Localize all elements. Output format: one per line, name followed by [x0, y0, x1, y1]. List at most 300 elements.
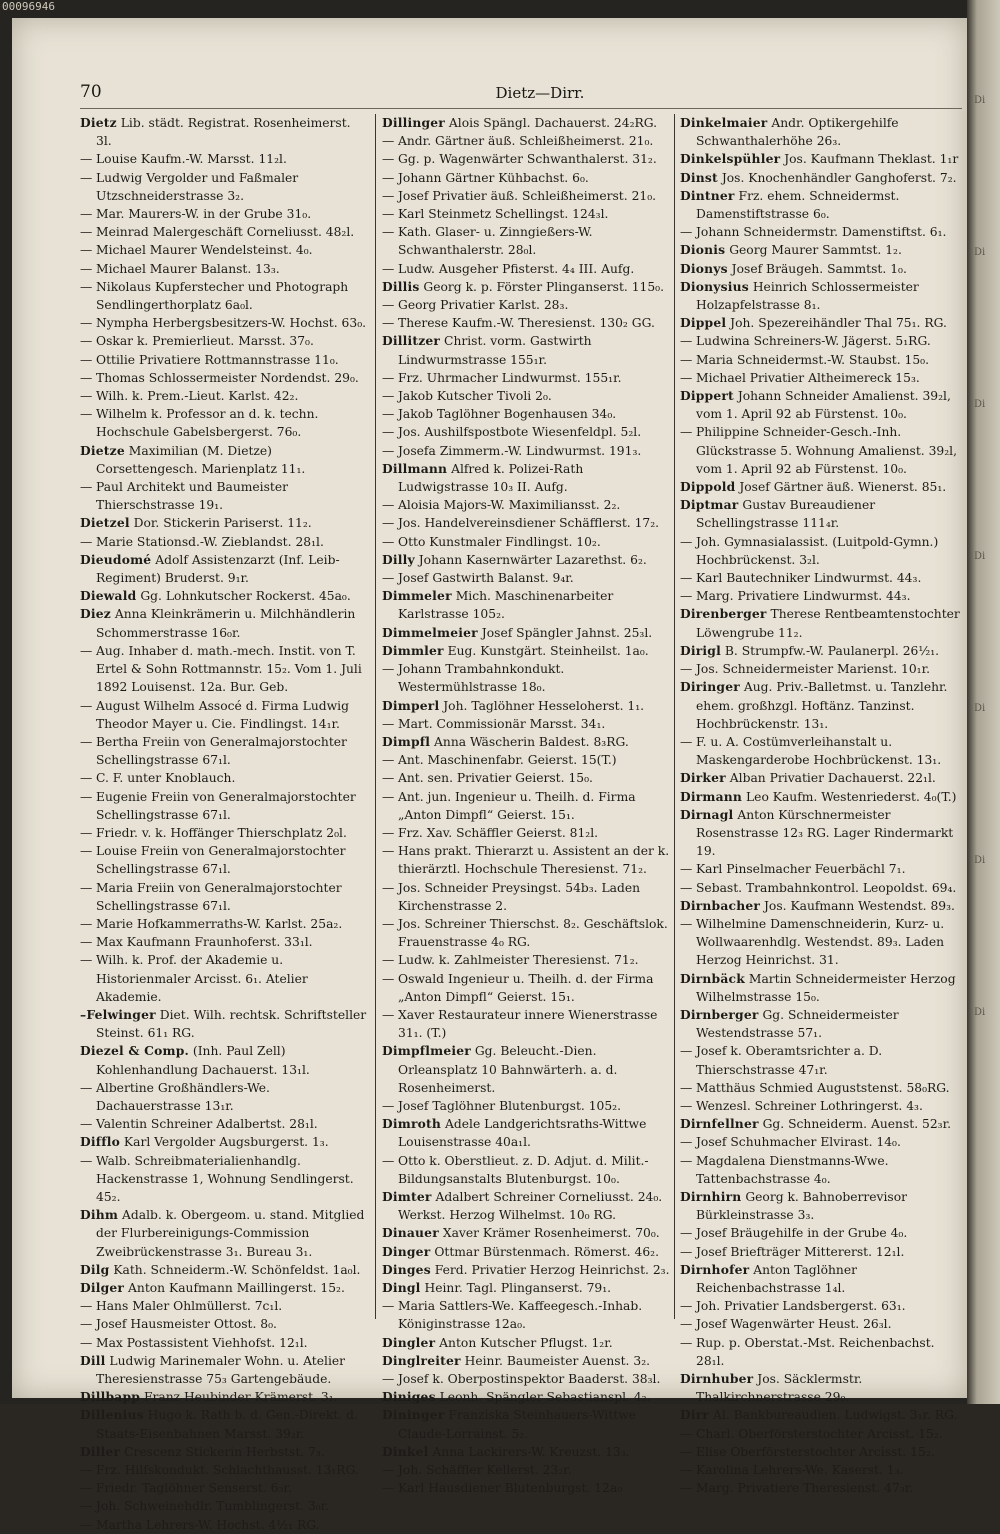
entry-text: Anton Kaufmann Maillingerst. 15₂. — [128, 1281, 345, 1295]
next-page-edge-marks — [974, 90, 1000, 1240]
directory-entry — [80, 1042, 370, 1078]
entry-text: Frz. ehem. Schneidermst. Damenstiftstrasse 6₀. — [696, 188, 900, 222]
entry-text: Heinrich Schlossermeister Holzapfelstrasse 8₁. — [696, 279, 919, 313]
ditto-dash: — — [680, 1226, 693, 1241]
entry-text: Jos. Aushilfspostbote Wiesenfeldpl. 5₂l. — [398, 425, 642, 440]
entry-surname: Dippel — [680, 315, 727, 331]
entry-surname: Direnberger — [680, 606, 767, 622]
entry-surname: Dinst — [680, 169, 718, 185]
directory-entry — [80, 1115, 370, 1133]
directory-entry — [80, 169, 370, 205]
entry-surname: Dirnhirn — [680, 1188, 742, 1204]
ditto-dash: — — [382, 443, 395, 458]
directory-entry — [80, 150, 370, 168]
ditto-dash: — — [80, 352, 93, 367]
entry-text: Maria Schneidermst.-W. Staubst. 15₀. — [696, 352, 930, 367]
ditto-dash: — — [80, 243, 93, 258]
directory-entry — [80, 1497, 370, 1515]
entry-surname: Dippold — [680, 479, 736, 495]
directory-entry — [382, 1224, 672, 1242]
entry-text: Dor. Stickerin Pariserst. 11₂. — [133, 516, 312, 531]
entry-surname: Dihm — [80, 1207, 119, 1223]
entry-surname: Dillitzer — [382, 333, 441, 349]
entry-surname: Dimter — [382, 1188, 432, 1204]
directory-entry — [680, 605, 963, 641]
directory-entry — [680, 423, 963, 478]
entry-text: Mart. Commissionär Marsst. 34₁. — [398, 716, 606, 731]
entry-text: Mich. Maschinenarbeiter Karlstrasse 105₂. — [398, 589, 614, 622]
directory-entry — [80, 1516, 370, 1534]
directory-entry — [382, 1334, 672, 1352]
ditto-dash: — — [80, 935, 93, 950]
directory-entry — [382, 496, 672, 514]
directory-entry — [382, 788, 672, 824]
directory-entry — [382, 751, 672, 769]
entry-text: Friedr. Taglöhner Senserst. 6₃r. — [96, 1481, 292, 1496]
entry-surname: Diringer — [680, 679, 740, 695]
entry-text: Jos. Knochenhändler Ganghoferst. 7₂. — [721, 170, 957, 185]
directory-entry — [382, 187, 672, 205]
ditto-dash: — — [80, 1463, 93, 1478]
entry-text: Ant. Maschinenfabr. Geierst. 15(T.) — [398, 753, 617, 768]
entry-surname: Dimmelmeier — [382, 624, 478, 640]
entry-text: Josef k. Oberpostinspektor Baaderst. 38₃l. — [398, 1372, 661, 1387]
directory-entry — [680, 860, 963, 878]
entry-surname: Diewald — [80, 588, 137, 604]
edge-mark: Di — [974, 95, 986, 106]
entry-text: Crescenz Stickerin Herbstst. 7₃. — [124, 1444, 325, 1459]
entry-text: Sebast. Trambahnkontrol. Leopoldst. 69₄. — [696, 880, 957, 895]
ditto-dash: — — [80, 880, 93, 895]
entry-text: C. F. unter Knoblauch. — [96, 771, 236, 786]
entry-text: Christ. vorm. Gastwirth Lindwurmstrasse 155₁r. — [398, 334, 592, 367]
ditto-dash: — — [80, 1299, 93, 1314]
directory-entry — [80, 1152, 370, 1207]
directory-entry — [680, 150, 963, 168]
entry-text: Nikolaus Kupferstecher und Photograph Sendlingerthorplatz 6a₀l. — [96, 279, 349, 313]
directory-entry — [382, 387, 672, 405]
directory-entry — [680, 1334, 963, 1370]
directory-entry — [80, 788, 370, 824]
entry-surname: –Felwinger — [80, 1006, 156, 1022]
directory-entry — [382, 514, 672, 532]
entry-surname: Difflo — [80, 1134, 120, 1150]
entry-text: Maria Sattlers-We. Kaffeegesch.-Inhab. Königinstrasse 12a₀. — [398, 1299, 643, 1332]
directory-entry — [80, 514, 370, 532]
entry-text: Josef Bräugeh. Sammtst. 1₀. — [731, 261, 907, 276]
ditto-dash: — — [382, 1098, 395, 1113]
entry-text: Hans Maler Ohlmüllerst. 7c₁l. — [96, 1299, 283, 1314]
edge-mark: Di — [974, 551, 986, 562]
ditto-dash: — — [382, 880, 395, 895]
entry-surname: Dionis — [680, 242, 726, 258]
directory-entry — [382, 915, 672, 951]
entry-surname: Dirnfellner — [680, 1116, 759, 1132]
entry-text: Marie Stationsd.-W. Zieblandst. 28₁l. — [96, 534, 324, 549]
directory-entry — [680, 351, 963, 369]
entry-text: Aug. Inhaber d. math.-mech. Instit. von T. Ertel & Sohn Rottmannstr. 15₂. Vom 1. Juli 1892 Louisenst. 12a. Bur. Geb. — [96, 643, 362, 695]
ditto-dash: — — [382, 1007, 395, 1022]
entry-text: Wilhelm k. Professor an d. k. techn. Hochschule Gabelsbergerst. 76₀. — [96, 407, 319, 440]
directory-entry — [80, 1352, 370, 1388]
entry-surname: Dietz — [80, 115, 117, 130]
entry-text: Leonh. Spängler Sebastianspl. 4₂. — [439, 1390, 651, 1405]
entry-text: Adalb. k. Obergeom. u. stand. Mitglied der Flurbereinigungs-Commission Zweibrückenstrasse 3₁. Bureau 3₁. — [96, 1208, 365, 1259]
entry-text: Max Kaufmann Fraunhoferst. 33₁l. — [96, 935, 313, 950]
ditto-dash: — — [680, 880, 693, 895]
ditto-dash: — — [80, 1481, 93, 1496]
entry-text: Joh. Spezereihändler Thal 75₁. RG. — [730, 316, 947, 331]
directory-entry — [80, 915, 370, 933]
directory-entry — [80, 260, 370, 278]
ditto-dash: — — [382, 407, 395, 422]
directory-entry — [382, 223, 672, 259]
directory-entry — [80, 842, 370, 878]
directory-entry — [382, 533, 672, 551]
ditto-dash: — — [80, 207, 93, 222]
ditto-dash: — — [680, 370, 693, 385]
entry-text: Heinr. Tagl. Plinganserst. 79₁. — [424, 1281, 612, 1295]
entry-text: Bertha Freiin von Generalmajorstochter Schellingstrasse 67₁l. — [96, 734, 347, 768]
ditto-dash: — — [680, 425, 693, 440]
directory-entry — [680, 1261, 963, 1297]
ditto-dash: — — [382, 1481, 395, 1496]
entry-surname: Dirnbäck — [680, 970, 745, 986]
directory-entry — [80, 587, 370, 605]
entry-surname: Dietze — [80, 442, 125, 458]
entry-text: Meinrad Malergeschäft Corneliusst. 48₂l. — [96, 225, 355, 240]
directory-entry — [382, 1443, 672, 1461]
entry-surname: Diniges — [382, 1389, 436, 1405]
entry-surname: Dinger — [382, 1243, 431, 1259]
entry-text: Jos. Kaufmann Westendst. 89₃. — [763, 898, 955, 913]
directory-entry — [382, 114, 672, 132]
directory-entry — [382, 715, 672, 733]
entry-text: Marg. Privatiere Lindwurmst. 44₃. — [696, 589, 911, 604]
ditto-dash: — — [80, 734, 93, 749]
entry-surname: Dinkelspühler — [680, 151, 781, 167]
entry-surname: Dinglreiter — [382, 1352, 461, 1368]
directory-entry — [382, 332, 672, 368]
entry-surname: Dingler — [382, 1334, 436, 1350]
directory-entry — [80, 278, 370, 314]
ditto-dash: — — [80, 1317, 93, 1332]
ditto-dash: — — [382, 261, 395, 276]
directory-entry — [80, 114, 370, 150]
entry-text: Anton Kürschnermeister Rosenstrasse 12₃ RG. Lager Rindermarkt 19. — [696, 807, 954, 859]
entry-text: Karl Vergolder Augsburgerst. 1₃. — [123, 1135, 329, 1150]
entry-text: Therese Rentbeamtenstochter Löwengrube 11₂. — [696, 607, 960, 640]
entry-surname: Dirigl — [680, 642, 721, 658]
entry-text: Josef Briefträger Mittererst. 12₁l. — [696, 1244, 905, 1259]
entry-surname: Dirnhuber — [680, 1371, 754, 1387]
directory-entry — [80, 205, 370, 223]
directory-entry — [382, 642, 672, 660]
entry-text: Georg k. p. Förster Plinganserst. 115₀. — [423, 279, 665, 294]
ditto-dash: — — [680, 1244, 693, 1259]
entry-text: Karl Bautechniker Lindwurmst. 44₃. — [696, 571, 922, 586]
entry-text: Thomas Schlossermeister Nordendst. 29₀. — [96, 370, 359, 385]
ditto-dash: — — [80, 1335, 93, 1350]
ditto-dash: — — [80, 279, 93, 294]
directory-entry — [382, 1115, 672, 1151]
directory-entry — [680, 1461, 963, 1479]
directory-entry — [680, 788, 963, 806]
entry-surname: Dillenius — [80, 1407, 144, 1423]
entry-text: Frz. Uhrmacher Lindwurmst. 155₁r. — [398, 370, 622, 385]
entry-text: Joh. Gymnasialassist. (Luitpold-Gymn.) Hochbrückenst. 3₂l. — [696, 534, 939, 567]
directory-entry — [382, 1461, 672, 1479]
directory-entry — [680, 1006, 963, 1042]
directory-entry — [382, 460, 672, 496]
directory-entry — [80, 1461, 370, 1479]
entry-text: Georg Privatier Karlst. 28₃. — [398, 298, 569, 313]
ditto-dash: — — [680, 662, 693, 677]
entry-surname: Dirnagl — [680, 806, 734, 822]
directory-entry — [382, 733, 672, 751]
entry-text: Diet. Wilh. rechtsk. Schriftsteller Steinst. 61₁ RG. — [96, 1007, 367, 1041]
entry-text: Walb. Schreibmaterialienhandlg. Hackenstrasse 1, Wohnung Sendlingerst. 45₂. — [96, 1153, 354, 1204]
entry-text: Georg Maurer Sammtst. 1₂. — [729, 243, 902, 258]
entry-text: Marg. Privatiere Theresienst. 47₃r. — [696, 1481, 914, 1496]
ditto-dash: — — [80, 480, 93, 495]
entry-text: Josefa Zimmerm.-W. Lindwurmst. 191₃. — [398, 443, 642, 458]
entry-text: Gg. Beleucht.-Dien. Orleansplatz 10 Bahnwärterh. a. d. Rosenheimerst. — [398, 1044, 618, 1095]
entry-surname: Dimpflmeier — [382, 1043, 471, 1059]
entry-text: Jakob Kutscher Tivoli 2₀. — [398, 389, 552, 404]
ditto-dash: — — [382, 316, 395, 331]
entry-surname: Diller — [80, 1443, 121, 1459]
entry-surname: Diez — [80, 606, 111, 622]
entry-surname: Dirnberger — [680, 1006, 759, 1022]
entry-text: Alban Privatier Dachauerst. 22₁l. — [729, 771, 936, 786]
ditto-dash: — — [680, 1135, 693, 1150]
directory-entry — [382, 769, 672, 787]
entry-text: Johann Trambahnkondukt. Westermühlstrasse 18₀. — [398, 662, 565, 695]
entry-text: Andr. Optikergehilfe Schwanthalerhöhe 26₃. — [696, 116, 899, 149]
entry-text: Karl Pinselmacher Feuerbächl 7₁. — [696, 862, 906, 877]
entry-surname: Dietzel — [80, 515, 130, 531]
ditto-dash: — — [680, 1426, 693, 1441]
entry-surname: Dinkel — [382, 1443, 429, 1459]
ditto-dash: — — [80, 534, 93, 549]
entry-text: Wilhelmine Damenschneiderin, Kurz- u. Wollwaarenhdlg. Westendst. 89₃. Laden Herzog Heinrichst. 31. — [696, 916, 945, 968]
entry-surname: Diezel & Comp. — [80, 1043, 189, 1059]
column-2 — [382, 114, 672, 1496]
ditto-dash: — — [382, 207, 395, 222]
directory-entry — [680, 496, 963, 532]
ditto-dash: — — [80, 825, 93, 840]
directory-entry — [382, 660, 672, 696]
entry-surname: Dillbapp — [80, 1389, 141, 1405]
entry-text: Maximilian (M. Dietze) Corsettengesch. Marienplatz 11₁. — [96, 443, 306, 476]
entry-text: Jos. Schreiner Thierschst. 8₂. Geschäftslok. Frauenstrasse 4₀ RG. — [398, 916, 668, 950]
entry-text: Josef Spängler Jahnst. 25₃l. — [481, 625, 653, 640]
column-divider — [674, 114, 675, 1319]
ditto-dash: — — [80, 1517, 93, 1532]
directory-entry — [80, 478, 370, 514]
directory-entry — [680, 169, 963, 187]
entry-text: Alfred k. Polizei-Rath Ludwigstrasse 10₃ II. Aufg. — [398, 461, 584, 495]
ditto-dash: — — [382, 298, 395, 313]
directory-entry — [382, 1042, 672, 1097]
directory-entry — [680, 1406, 963, 1424]
directory-entry — [382, 296, 672, 314]
entry-text: Wilh. k. Prof. der Akademie u. Historienmaler Arcisst. 6₁. Atelier Akademie. — [96, 953, 308, 1004]
ditto-dash: — — [382, 1299, 395, 1314]
directory-entry — [680, 1443, 963, 1461]
entry-text: August Wilhelm Assocé d. Firma Ludwig Theodor Mayer u. Cie. Findlingst. 14₁r. — [96, 698, 349, 731]
directory-entry — [680, 1115, 963, 1133]
entry-surname: Dirker — [680, 770, 726, 786]
directory-entry — [382, 1479, 672, 1497]
header-rule — [80, 108, 962, 109]
entry-text: Johann Schneidermstr. Damenstiftst. 6₁. — [696, 225, 947, 240]
entry-text: Magdalena Dienstmanns-Wwe. Tattenbachstrasse 4₀. — [696, 1153, 889, 1186]
entry-text: Anna Lackirers-W. Kreuzst. 13₃. — [432, 1444, 630, 1459]
entry-text: Hans prakt. Thierarzt u. Assistent an der k. thierärztl. Hochschule Theresienst. 71₂. — [398, 844, 670, 877]
entry-surname: Dillis — [382, 278, 420, 294]
entry-surname: Dimroth — [382, 1116, 442, 1132]
entry-text: Ant. sen. Privatier Geierst. 15₀. — [398, 771, 593, 786]
ditto-dash: — — [80, 1153, 93, 1168]
directory-entry — [680, 678, 963, 733]
ditto-dash: — — [80, 789, 93, 804]
entry-surname: Dimpfl — [382, 733, 431, 749]
entry-text: Jos. Kaufmann Theklast. 1₁r — [784, 152, 959, 167]
directory-entry — [680, 1097, 963, 1115]
entry-text: Johann Gärtner Kühbachst. 6₀. — [398, 170, 589, 185]
ditto-dash: — — [80, 316, 93, 331]
entry-text: Martin Schneidermeister Herzog Wilhelmstrasse 15₀. — [696, 971, 956, 1004]
ditto-dash: — — [382, 1463, 395, 1478]
ditto-dash: — — [382, 134, 395, 149]
entry-surname: Dinauer — [382, 1225, 439, 1241]
page-number: 70 — [80, 82, 102, 102]
ditto-dash: — — [382, 152, 395, 167]
directory-entry — [382, 1243, 672, 1261]
ditto-dash: — — [680, 1299, 693, 1314]
entry-text: Ferd. Privatier Herzog Heinrichst. 2₃. — [434, 1262, 670, 1277]
entry-text: Franz Heubinder Krämerst. 3₁. — [143, 1390, 338, 1405]
directory-entry — [80, 1006, 370, 1042]
ditto-dash: — — [382, 170, 395, 185]
ditto-dash: — — [382, 825, 395, 840]
ditto-dash: — — [382, 516, 395, 531]
directory-entry — [680, 1479, 963, 1497]
directory-entry — [382, 205, 672, 223]
directory-entry — [382, 1097, 672, 1115]
directory-entry — [80, 642, 370, 697]
directory-entry — [680, 187, 963, 223]
entry-surname: Dillmann — [382, 460, 448, 476]
directory-entry — [680, 1297, 963, 1315]
entry-text: Anna Kleinkrämerin u. Milchhändlerin Schommerstrasse 16₀r. — [96, 607, 356, 640]
entry-surname: Dinkelmaier — [680, 115, 768, 130]
entry-text: Mar. Maurers-W. in der Grube 31₀. — [96, 207, 312, 222]
entry-text: Anton Kutscher Pflugst. 1₂r. — [439, 1335, 613, 1350]
entry-text: Oswald Ingenieur u. Theilh. d. der Firma „Anton Dimpfl“ Geierst. 15₁. — [398, 971, 654, 1004]
ditto-dash: — — [80, 334, 93, 349]
ditto-dash: — — [382, 971, 395, 986]
directory-entry — [680, 642, 963, 660]
entry-text: Karl Hausdiener Blutenburgst. 12a₀ — [398, 1481, 623, 1496]
ditto-dash: — — [382, 953, 395, 968]
directory-entry — [382, 260, 672, 278]
directory-entry — [680, 1152, 963, 1188]
ditto-dash: — — [680, 1098, 693, 1113]
directory-entry — [680, 587, 963, 605]
ditto-dash: — — [382, 662, 395, 677]
directory-entry — [680, 223, 963, 241]
ditto-dash: — — [80, 953, 93, 968]
directory-entry — [680, 1370, 963, 1406]
entry-text: Joh. Privatier Landsbergerst. 63₁. — [696, 1299, 906, 1314]
entry-text: Josef k. Oberamtsrichter a. D. Thierschstrasse 47₁r. — [696, 1044, 883, 1077]
entry-text: Maria Freiin von Generalmajorstochter Schellingstrasse 67₁l. — [96, 880, 342, 913]
directory-entry — [382, 1152, 672, 1188]
entry-text: Ottmar Bürstenmach. Römerst. 46₂. — [434, 1244, 659, 1259]
entry-text: Jos. Schneidermeister Marienst. 10₁r. — [696, 662, 931, 677]
entry-text: Adolf Assistenzarzt (Inf. Leib-Regiment) Bruderst. 9₁r. — [96, 552, 340, 586]
directory-entry — [382, 951, 672, 969]
entry-text: Xaver Restaurateur innere Wienerstrasse 31₁. (T.) — [398, 1007, 658, 1041]
ditto-dash: — — [680, 916, 693, 931]
entry-text: Eugenie Freiin von Generalmajorstochter Schellingstrasse 67₁l. — [96, 789, 356, 822]
ditto-dash: — — [80, 1080, 93, 1095]
entry-text: Anna Wäscherin Baldest. 8₃RG. — [434, 734, 629, 749]
entry-text: (Inh. Paul Zell) Kohlenhandlung Dachauerst. 13₁l. — [96, 1044, 310, 1077]
directory-entry — [680, 970, 963, 1006]
entry-surname: Dimperl — [382, 697, 440, 713]
entry-surname: Dilly — [382, 551, 415, 567]
directory-entry — [680, 369, 963, 387]
directory-entry — [80, 1443, 370, 1461]
edge-mark: Di — [974, 703, 986, 714]
directory-entry — [382, 587, 672, 623]
entry-text: Marie Hofkammerraths-W. Karlst. 25a₂. — [96, 916, 343, 931]
entry-text: Josef Bräugehilfe in der Grube 4₀. — [696, 1226, 908, 1241]
entry-text: Josef Schuhmacher Elvirast. 14₀. — [696, 1135, 901, 1150]
directory-entry — [382, 314, 672, 332]
directory-entry — [382, 442, 672, 460]
directory-entry — [382, 369, 672, 387]
entry-surname: Dilger — [80, 1280, 125, 1295]
directory-entry — [382, 150, 672, 168]
directory-entry — [382, 1188, 672, 1224]
entry-text: Louise Freiin von Generalmajorstochter Schellingstrasse 67₁l. — [96, 844, 346, 877]
directory-entry — [80, 1206, 370, 1261]
ditto-dash: — — [382, 1153, 395, 1168]
entry-text: Kath. Glaser- u. Zinngießers-W. Schwanthalerstr. 28₀l. — [398, 225, 593, 258]
directory-entry — [382, 1388, 672, 1406]
entry-text: Kath. Schneiderm.-W. Schönfeldst. 1a₀l. — [113, 1262, 361, 1277]
entry-text: Ant. jun. Ingenieur u. Theilh. d. Firma „Anton Dimpfl“ Geierst. 15₁. — [398, 789, 636, 822]
entry-surname: Dill — [80, 1352, 106, 1368]
directory-entry — [382, 423, 672, 441]
directory-entry — [680, 114, 963, 150]
entry-text: Otto Kunstmaler Findlingst. 10₂. — [398, 534, 601, 549]
directory-entry — [382, 970, 672, 1006]
entry-text: Adele Landgerichtsraths-Wittwe Louisenstrasse 40a₁l. — [398, 1117, 647, 1150]
entry-text: Ludwig Vergolder und Faßmaler Utzschneiderstrasse 3₂. — [96, 170, 299, 203]
entry-text: Josef Gärtner äuß. Wienerst. 85₁. — [739, 480, 947, 495]
directory-entry — [680, 387, 963, 423]
entry-text: Martha Lehrers-W. Hochst. 4½₁ RG. — [96, 1517, 320, 1532]
entry-surname: Dimmeler — [382, 588, 452, 604]
entry-text: Gg. p. Wagenwärter Schwanthalerst. 31₂. — [398, 152, 657, 167]
entry-text: Michael Privatier Altheimereck 15₃. — [696, 370, 920, 385]
